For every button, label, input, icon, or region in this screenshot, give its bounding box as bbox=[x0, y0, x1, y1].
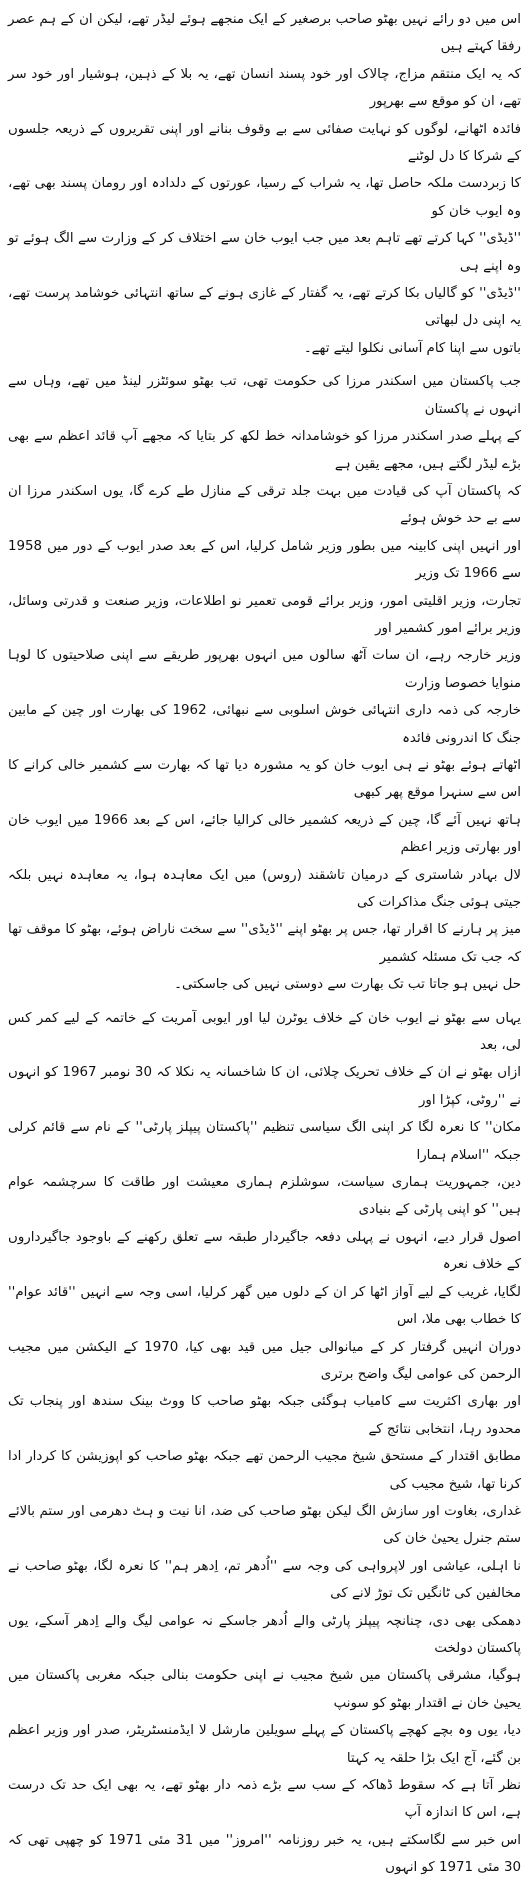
paragraph-ppp-and-1971: یہاں سے بھٹو نے ایوب خان کے خلاف یوٹرن لیا اور ایوبی آمریت کے خاتمہ کے لیے کمر کس لی، بعد ازاں بھٹو نے ان کے خلاف تحریک چلائی، ان کا شاخسانہ یہ نکلا کہ 30 نومبر 1967 کو انہوں نے ''روٹی، کپڑا اور مکان'' کا نعرہ لگا کر اپنی الگ سیاسی تنظیم ''پاکستان پیپلز پارٹی'' کے نام سے قائم کرلی جبکہ ''اسلام ہمارا دین، جمہوریت ہماری سیاست، سوشلزم ہماری معیشت اور طاقت کا سرچشمہ عوام ہیں'' کو اپنی پارٹی کے بنیادی اصول قرار دیے، انہوں نے پہلی دفعہ جاگیردار طبقہ سے تعلق رکھنے کے باوجود جاگیرداروں کے خلاف نعرہ لگایا، غریب کے لیے آواز اٹھا کر ان کے دلوں میں گھر کرلیا، اسی وجہ سے انہیں ''قائد عوام'' کا خطاب بھی ملا، اس دوران انہیں گرفتار کر کے میانوالی جیل میں قید بھی کیا، 1970 کے الیکشن میں مجیب الرحمن کی عوامی لیگ واضح برتری اور بھاری اکثریت سے کامیاب ہوگئی جبکہ بھٹو صاحب کا ووٹ بینک سندھ اور پنجاب تک محدود رہا، انتخابی نتائج کے مطابق اقتدار کے مستحق شیخ مجیب الرحمن تھے جبکہ بھٹو صاحب کو اپوزیشن کا کردار ادا کرنا تھا، شیخ مجیب کی غداری، بغاوت اور سازش الگ لیکن بھٹو صاحب کی ضد، انا نیت و ہٹ دھرمی اور ستم بالائے ستم جنرل یحییٰ خان کی نا اہلی، عیاشی اور لاپرواہی کی وجہ سے ''اُدھر تم، اِدھر ہم'' کا نعرہ لگا، بھٹو صاحب نے مخالفین کی ٹانگیں تک توڑ لانے کی دھمکی بھی دی، چنانچہ پیپلز پارٹی والے اُدھر جاسکے نہ عوامی لیگ والے اِدھر آسکے، یوں پاکستان دولخت ہوگیا، مشرقی پاکستان میں شیخ مجیب نے اپنی حکومت بنالی جبکہ مغربی پاکستان میں یحییٰ خان نے اقتدار بھٹو کو سونپ دیا، یوں وہ بچے کھچے پاکستان کے پہلے سویلین مارشل لا ایڈمنسٹریٹر، صدر اور وزیر اعظم بن گئے، آج ایک بڑا حلقہ یہ کہتا نظر آتا ہے کہ سقوط ڈھاکہ کے سب سے بڑے ذمہ دار بھٹو تھے، یہ بھی ایک حد تک درست ہے، اس کا اندازہ آپ اس خبر سے لگاسکتے ہیں، یہ خبر روزنامہ ''امروز'' میں 31 مئی 1971 کو چھپی تھی کہ 30 مئی 1971 کو انہوں bbox=[8, 1010, 521, 1876]
paragraph-bhutto-character: اس میں دو رائے نہیں بھٹو صاحب برصغیر کے ایک منجھے ہوئے لیڈر تھے، لیکن ان کے ہم عصر رفقا کہتے ہیں کہ یہ ایک منتقم مزاج، چالاک اور خود پسند انسان تھے، یہ بلا کے ذہین، ہوشیار اور خود سر تھے، ان کو موقع سے بھرپور فائدہ اٹھانے، لوگوں کو نہایت صفائی سے بے وقوف بنانے اور اپنی تقریروں کے ذریعہ جلسوں کے شرکا کا دل لوٹنے کا زبردست ملکہ حاصل تھا، یہ شراب کے رسیا، عورتوں کے دلدادہ اور رومان پسند بھی تھے، وہ ایوب خان کو ''ڈیڈی'' کہا کرتے تھے تاہم بعد میں جب ایوب خان سے اختلاف کر کے وزارت سے الگ ہوئے تو وہ اپنے ہی ''ڈیڈی'' کو گالیاں بکا کرتے تھے، یہ گفتار کے غازی ہونے کے ساتھ انتہائی خوشامد پرست تھے، یہ اپنی دل لبھاتی باتوں سے اپنا کام آسانی نکلوا لیتے تھے۔ bbox=[8, 12, 521, 356]
paragraph-political-career: جب پاکستان میں اسکندر مرزا کی حکومت تھی، تب بھٹو سوئٹزر لینڈ میں تھے، وہاں سے انہوں نے پاکستان کے پہلے صدر اسکندر مرزا کو خوشامدانہ خط لکھ کر بتایا کہ مجھے آپ قائد اعظم سے بھی بڑے لیڈر لگتے ہیں، مجھے یقین ہے کہ پاکستان آپ کی قیادت میں بہت جلد ترقی کے منازل طے کرے گا، یوں اسکندر مرزا ان سے بے حد خوش ہوئے اور انہیں اپنی کابینہ میں بطور وزیر شامل کرلیا، اس کے بعد صدر ایوب کے دور میں 1958 سے 1966 تک وزیر تجارت، وزیر اقلیتی امور، وزیر برائے قومی تعمیر نو اطلاعات، وزیر صنعت و قدرتی وسائل، وزیر برائے امور کشمیر اور وزیر خارجہ رہے، ان سات آٹھ سالوں میں انہوں بھرپور طریقے سے اپنی صلاحیتوں کا لوہا منوایا خصوصا وزارت خارجہ کی ذمہ داری انتہائی خوش اسلوبی سے نبھائی، 1962 کی بھارت اور چین کے مابین جنگ کا اندرونی فائدہ اٹھاتے ہوئے بھٹو نے ہی ایوب خان کو یہ مشورہ دیا تھا کہ بھارت سے کشمیر خالی کرانے کا اس سے سنہرا موقع پھر کبھی ہاتھ نہیں آئے گا، چین کے ذریعہ کشمیر خالی کرالیا جائے، اس کے بعد 1966 میں ایوب خان اور بھارتی وزیر اعظم لال بہادر شاستری کے درمیان تاشقند (روس) میں ایک معاہدہ ہوا، یہ معاہدہ نہیں بلکہ جیتی ہوئی جنگ مذاکرات کی میز پر ہارنے کا اقرار تھا، جس پر بھٹو اپنے ''ڈیڈی'' سے سخت ناراض ہوئے، بھٹو کا موقف تھا کہ جب تک مسئلہ کشمیر حل نہیں ہو جاتا تب تک بھارت سے دوستی نہیں کی جاسکتی۔ bbox=[8, 374, 521, 993]
